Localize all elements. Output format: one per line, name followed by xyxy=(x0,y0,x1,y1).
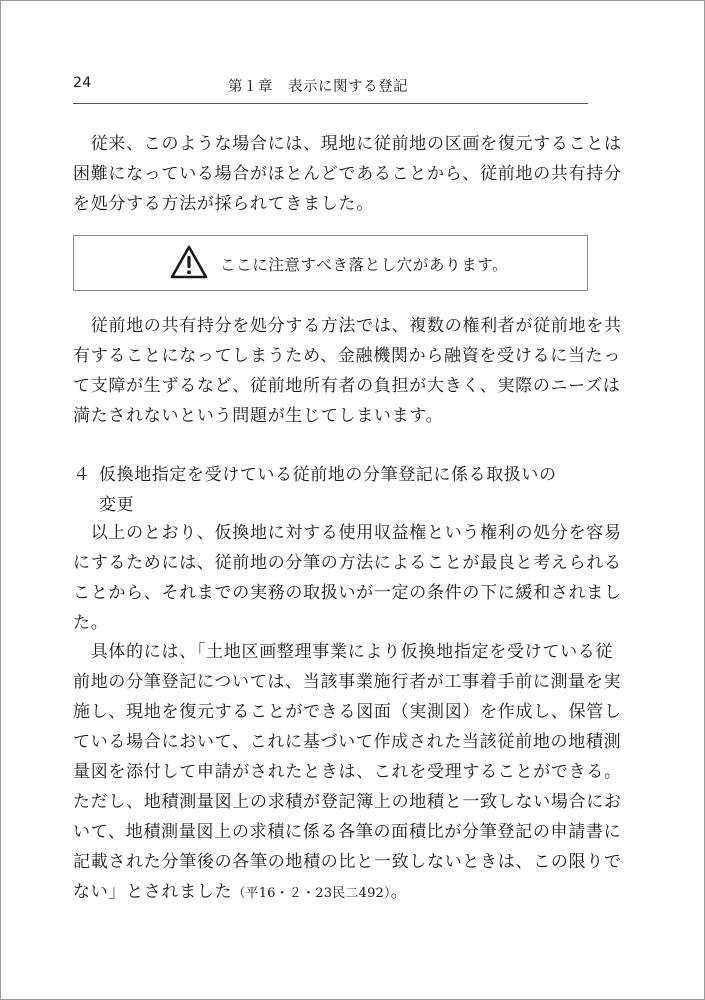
text-line: いて、地積測量図上の求積に係る各筆の面積比が分筆登記の申請書に xyxy=(73,822,622,842)
running-head: 第１章 表示に関する登記 xyxy=(228,79,408,95)
text-line: 具体的には、「土地区画整理事業により仮換地指定を受けている従 xyxy=(73,642,614,662)
paragraph-4 xyxy=(73,637,622,909)
page-header xyxy=(73,73,588,104)
section-title: 仮換地指定を受けている従前地の分筆登記に係る取扱いの xyxy=(99,465,557,485)
text-line: 従前地の共有持分を処分する方法では、複数の権利者が従前地を共 xyxy=(73,316,622,336)
text-line-last xyxy=(73,877,588,909)
text-line: ただし、地積測量図上の求積が登記簿上の地積と一致しない場合にお xyxy=(73,792,622,812)
text-line: 困難になっている場合がほとんどであることから、従前地の共有持分 xyxy=(73,164,622,184)
text-line: 従来、このような場合には、現地に従前地の区画を復元することは xyxy=(73,134,622,154)
text-line: 施し、現地を復元することができる図面（実測図）を作成し、保管し xyxy=(73,702,622,722)
caution-text: ここに注意すべき落とし穴があります。 xyxy=(220,256,509,274)
paragraph-3 xyxy=(73,518,622,638)
paragraph-2 xyxy=(73,311,622,431)
page-number: 24 xyxy=(73,75,92,91)
text-line: 満たされないという問題が生じてしまいます。 xyxy=(73,406,444,426)
text-line: ない」とされました xyxy=(73,882,233,902)
text-line: た。 xyxy=(73,613,109,633)
text-line: ている場合において、これに基づいて作成された当該従前地の地積測 xyxy=(73,732,622,752)
text-line: 量図を添付して申請がされたときは、これを受理することができる。 xyxy=(73,762,622,782)
warning-icon xyxy=(170,245,208,279)
text-line: を処分する方法が採られてきました。 xyxy=(73,194,374,214)
caution-box xyxy=(73,235,588,291)
text-line: て支障が生ずるなど、従前地所有者の負担が大きく、実際のニーズは xyxy=(73,376,621,396)
text-line: にするためには、従前地の分筆の方法によることが最良と考えられる xyxy=(73,553,622,573)
text-line: 前地の分筆登記については、当該事業施行者が工事着手前に測量を実 xyxy=(73,672,622,692)
section-heading xyxy=(73,460,588,520)
sentence-end: 。 xyxy=(390,882,409,902)
text-line: 記載された分筆後の各筆の地積の比と一致しないときは、この限りで xyxy=(73,852,622,872)
paragraph-1 xyxy=(73,129,622,219)
text-line: ことから、それまでの実務の取扱いが一定の条件の下に緩和されまし xyxy=(73,583,622,603)
citation: （平16・２・23民二492） xyxy=(232,886,391,901)
section-number: ４ xyxy=(73,465,91,485)
section-title-continued: 変更 xyxy=(99,495,135,515)
text-line: 以上のとおり、仮換地に対する使用収益権という権利の処分を容易 xyxy=(73,523,622,543)
text-line: 有することになってしまうため、金融機関から融資を受けるに当たっ xyxy=(73,346,622,366)
